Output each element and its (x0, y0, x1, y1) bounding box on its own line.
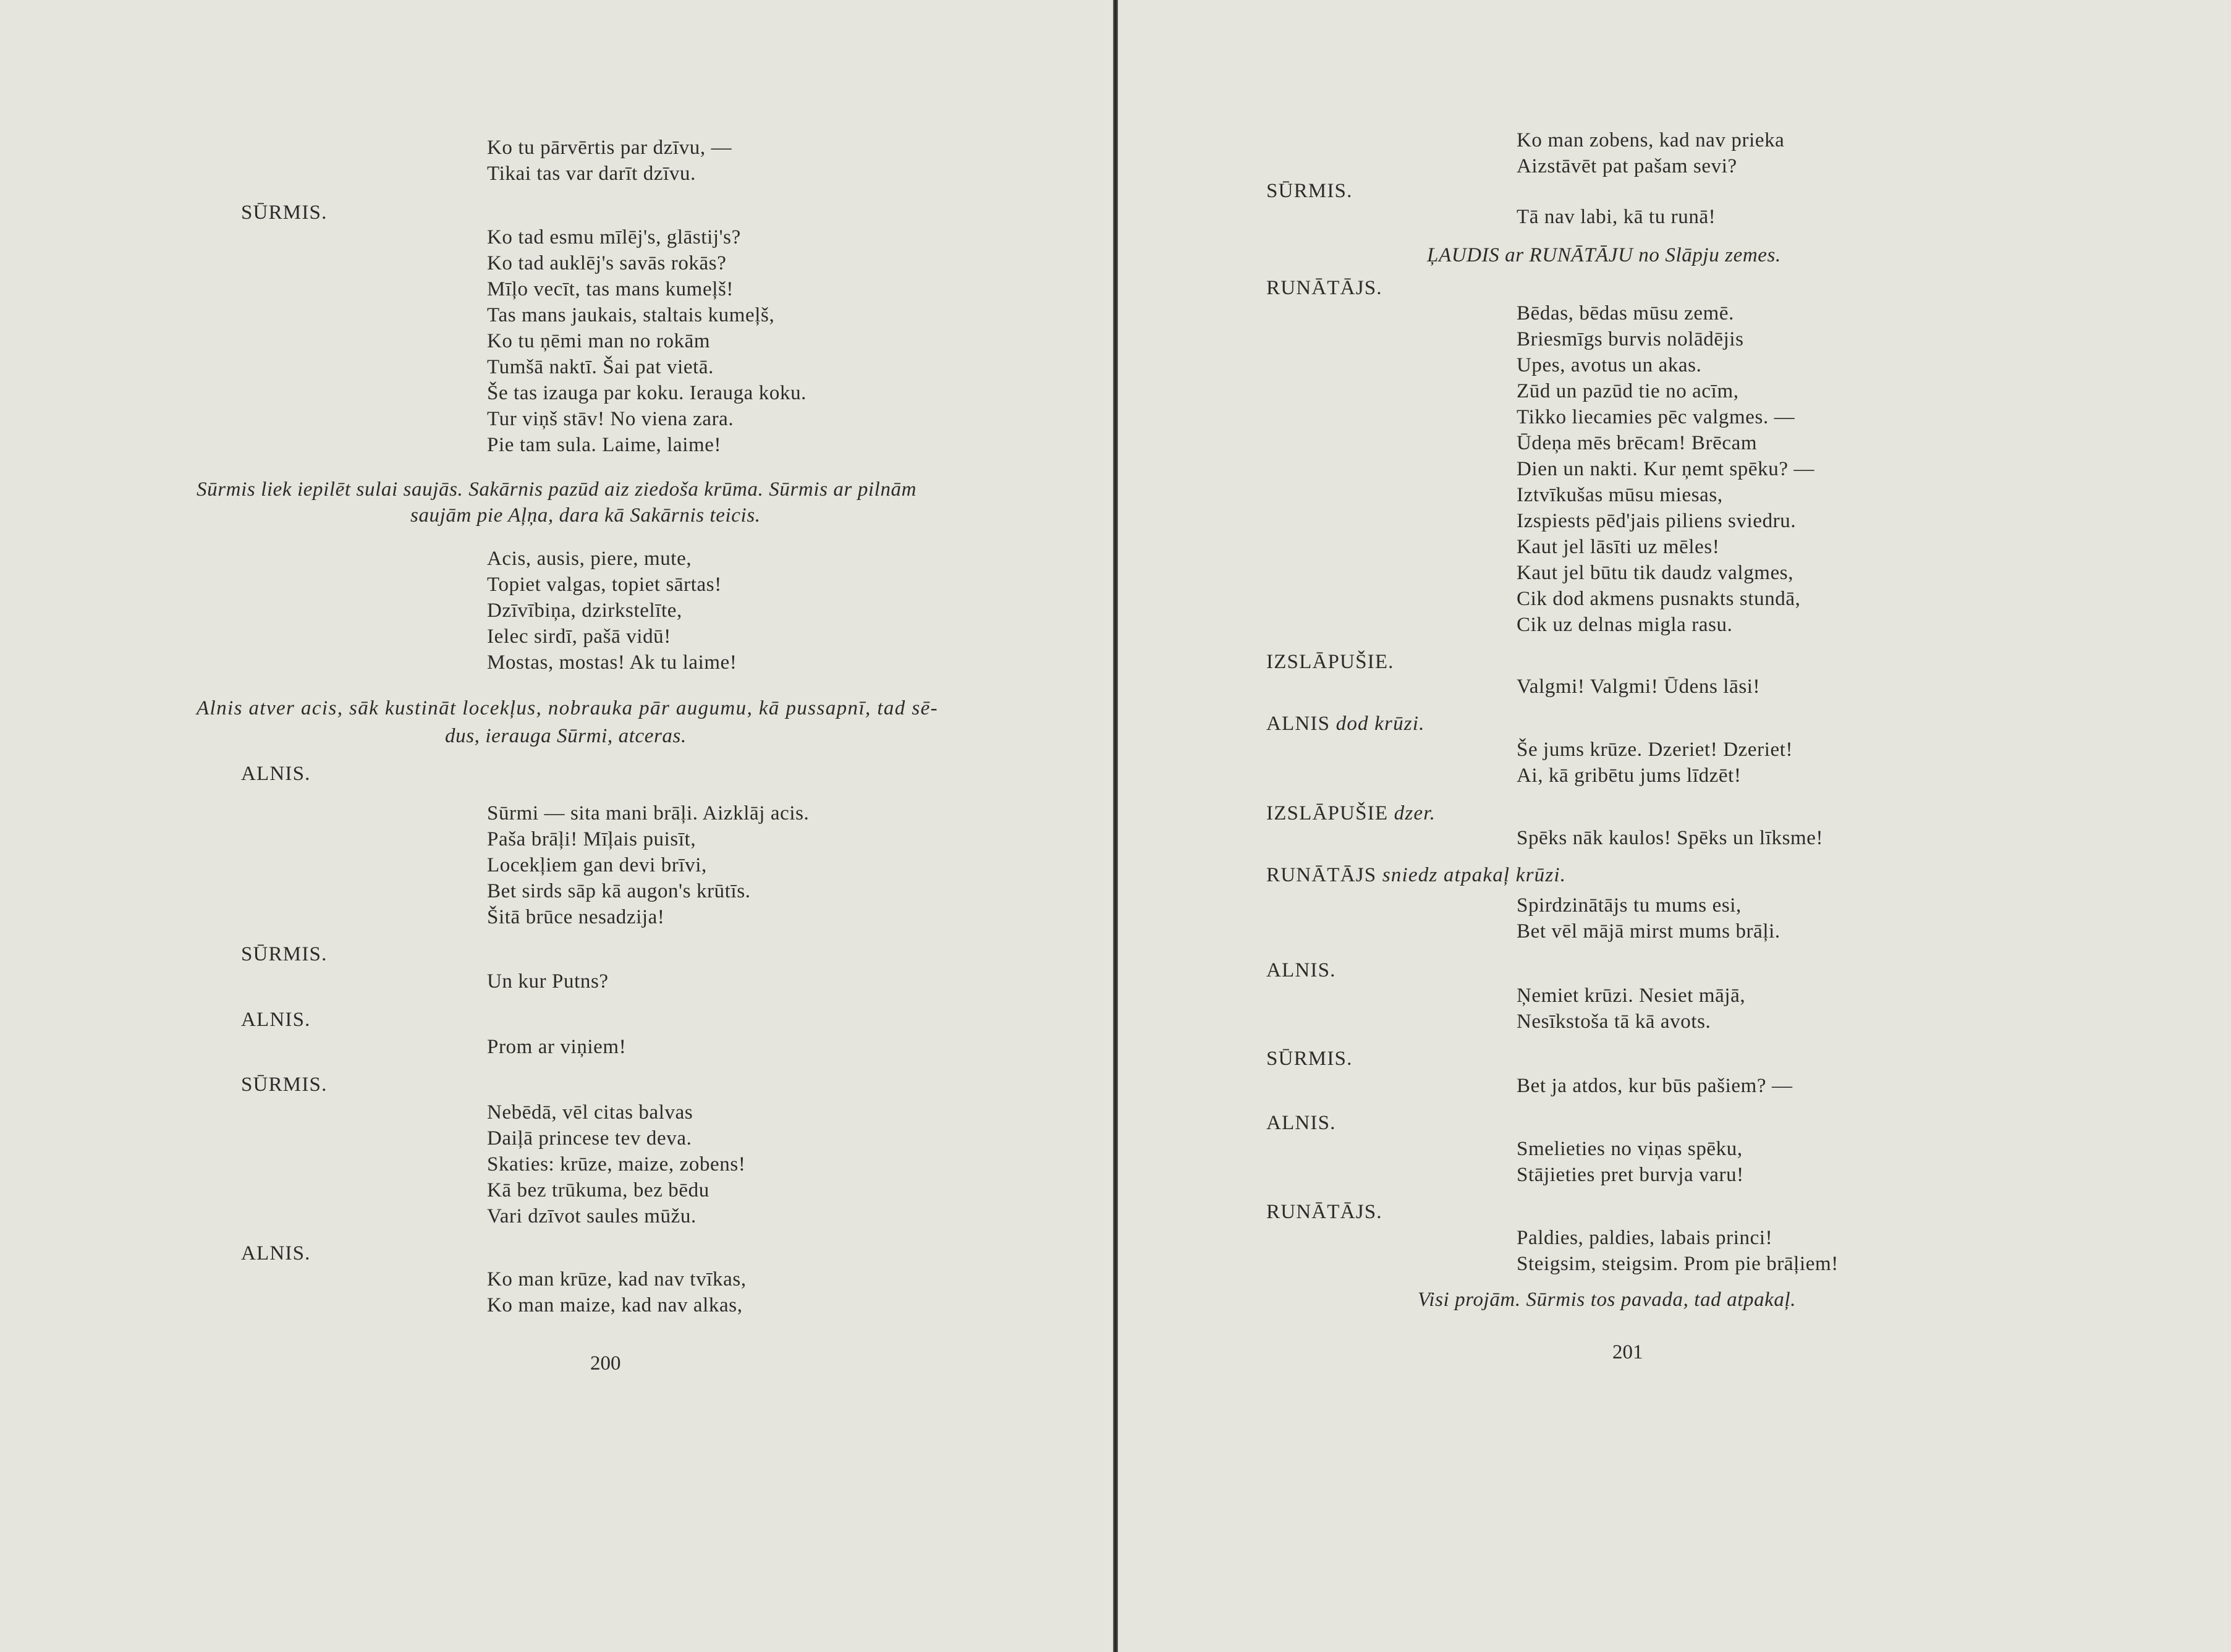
speaker-name: ALNIS. (1266, 1112, 1336, 1134)
verse-line: Spirdzinātājs tu mums esi, (1517, 894, 1742, 917)
verse-line: Kaut jel lāsīti uz mēles! (1517, 536, 1720, 558)
speaker-name (1266, 862, 1566, 889)
verse-line: Izspiests pēd'jais piliens sviedru. (1517, 510, 1797, 532)
verse-line: Dien un nakti. Kur ņemt spēku? — (1517, 458, 1815, 480)
speaker-name: ALNIS. (1266, 959, 1336, 981)
speaker-name: ALNIS. (241, 1009, 311, 1031)
verse-line: Un kur Putns? (487, 970, 609, 993)
verse-line: Pie tam sula. Laime, laime! (487, 434, 722, 456)
speaker-action: sniedz atpakaļ krūzi. (1382, 864, 1567, 886)
stage-direction: Visi projām. Sūrmis tos pavada, tad atpakaļ. (1418, 1289, 1797, 1311)
verse-line: Nesīkstoša tā kā avots. (1517, 1010, 1711, 1033)
verse-line: Prom ar viņiem! (487, 1036, 627, 1058)
verse-line: Šitā brūce nesadzija! (487, 906, 665, 928)
stage-direction: dus, ierauga Sūrmi, atceras. (445, 725, 687, 747)
verse-line: Daiļā princese tev deva. (487, 1127, 692, 1150)
verse-line: Bet vēl mājā mirst mums brāļi. (1517, 920, 1780, 942)
verse-line: Acis, ausis, piere, mute, (487, 548, 692, 570)
verse-line: Tā nav labi, kā tu runā! (1517, 206, 1716, 228)
verse-line: Ko man krūze, kad nav tvīkas, (487, 1268, 747, 1290)
verse-line: Ai, kā gribētu jums līdzēt! (1517, 765, 1742, 787)
verse-line: Stājieties pret burvja varu! (1517, 1164, 1744, 1186)
stage-direction: Alnis atver acis, sāk kustināt locekļus, nobrauka pār augumu, kā pussapnī, tad sē- (197, 697, 939, 719)
stage-direction: saujām pie Aļņa, dara kā Sakārnis teicis. (410, 504, 761, 527)
speaker-name: ALNIS. (241, 1242, 311, 1264)
verse-line: Iztvīkušas mūsu miesas, (1517, 484, 1723, 506)
verse-line: Nebēdā, vēl citas balvas (487, 1101, 693, 1124)
verse-line: Ielec sirdī, pašā vidū! (487, 625, 671, 648)
speaker-name: RUNĀTĀJS. (1266, 1201, 1382, 1223)
verse-line: Dzīvībiņa, dzirkstelīte, (487, 599, 682, 622)
speaker-label: ALNIS (1266, 713, 1331, 735)
verse-line: Ko tad esmu mīlēj's, glāstij's? (487, 226, 741, 248)
verse-line: Tikko liecamies pēc valgmes. — (1517, 406, 1795, 428)
verse-line: Ko tu ņēmi man no rokām (487, 330, 711, 352)
stage-direction: ĻAUDIS ar RUNĀTĀJU no Slāpju zemes. (1427, 244, 1781, 266)
speaker-name: RUNĀTĀJS. (1266, 277, 1382, 299)
verse-line: Steigsim, steigsim. Prom pie brāļiem! (1517, 1253, 1839, 1275)
verse-line: Ūdeņa mēs brēcam! Brēcam (1517, 432, 1758, 454)
speaker-action: dod krūzi. (1336, 713, 1425, 735)
verse-line: Paša brāļi! Mīļais puisīt, (487, 828, 696, 850)
verse-line: Tur viņš stāv! No viena zara. (487, 408, 734, 430)
verse-line: Smelieties no viņas spēku, (1517, 1138, 1743, 1160)
speaker-name: SŪRMIS. (241, 201, 328, 224)
verse-line: Še tas izauga par koku. Ierauga koku. (487, 382, 807, 404)
verse-line: Ko man maize, kad nav alkas, (487, 1294, 743, 1316)
verse-line: Ko tad auklēj's savās rokās? (487, 252, 727, 274)
verse-line: Ko tu pārvērtis par dzīvu, — (487, 137, 732, 159)
verse-line: Briesmīgs burvis nolādējis (1517, 328, 1744, 350)
verse-line: Še jums krūze. Dzeriet! Dzeriet! (1517, 739, 1793, 761)
speaker-name: SŪRMIS. (1266, 180, 1353, 202)
verse-line: Topiet valgas, topiet sārtas! (487, 574, 722, 596)
verse-line: Aizstāvēt pat pašam sevi? (1517, 155, 1737, 177)
speaker-name: SŪRMIS. (241, 1074, 328, 1096)
verse-line: Skaties: krūze, maize, zobens! (487, 1153, 746, 1175)
stage-direction: Sūrmis liek iepilēt sulai saujās. Sakārnis pazūd aiz ziedoša krūma. Sūrmis ar pilnām (197, 478, 917, 501)
speaker-label: IZSLĀPUŠIE (1266, 802, 1389, 824)
page-number: 201 (1612, 1341, 1643, 1363)
right-page (1117, 0, 2231, 1652)
verse-line: Bēdas, bēdas mūsu zemē. (1517, 302, 1734, 324)
verse-line: Kā bez trūkuma, bez bēdu (487, 1179, 709, 1201)
verse-line: Valgmi! Valgmi! Ūdens lāsi! (1517, 676, 1761, 698)
verse-line: Mostas, mostas! Ak tu laime! (487, 651, 737, 674)
verse-line: Upes, avotus un akas. (1517, 354, 1702, 376)
speaker-name: IZSLĀPUŠIE. (1266, 651, 1394, 673)
left-page (0, 0, 1114, 1652)
verse-line: Paldies, paldies, labais princi! (1517, 1227, 1773, 1249)
verse-line: Tumšā naktī. Šai pat vietā. (487, 356, 714, 378)
verse-line: Bet ja atdos, kur būs pašiem? — (1517, 1075, 1793, 1097)
verse-line: Cik dod akmens pusnakts stundā, (1517, 588, 1801, 610)
page-number: 200 (590, 1352, 621, 1375)
speaker-name (1266, 800, 1436, 827)
speaker-name (1266, 711, 1425, 737)
verse-line: Vari dzīvot saules mūžu. (487, 1205, 696, 1227)
verse-line: Kaut jel būtu tik daudz valgmes, (1517, 562, 1794, 584)
verse-line: Locekļiem gan devi brīvi, (487, 854, 707, 876)
verse-line: Ņemiet krūzi. Nesiet mājā, (1517, 985, 1746, 1007)
verse-line: Zūd un pazūd tie no acīm, (1517, 380, 1739, 402)
verse-line: Cik uz delnas migla rasu. (1517, 614, 1733, 636)
verse-line: Sūrmi — sita mani brāļi. Aizklāj acis. (487, 802, 810, 824)
speaker-action: dzer. (1394, 802, 1436, 824)
verse-line: Ko man zobens, kad nav prieka (1517, 129, 1785, 151)
verse-line: Mīļo vecīt, tas mans kumeļš! (487, 278, 734, 300)
speaker-name: ALNIS. (241, 763, 311, 785)
verse-line: Spēks nāk kaulos! Spēks un līksme! (1517, 827, 1824, 849)
speaker-name: SŪRMIS. (1266, 1048, 1353, 1070)
verse-line: Bet sirds sāp kā augon's krūtīs. (487, 880, 751, 902)
speaker-label: RUNĀTĀJS (1266, 864, 1377, 886)
verse-line: Tas mans jaukais, staltais kumeļš, (487, 304, 775, 326)
speaker-name: SŪRMIS. (241, 943, 328, 965)
verse-line: Tikai tas var darīt dzīvu. (487, 163, 696, 185)
